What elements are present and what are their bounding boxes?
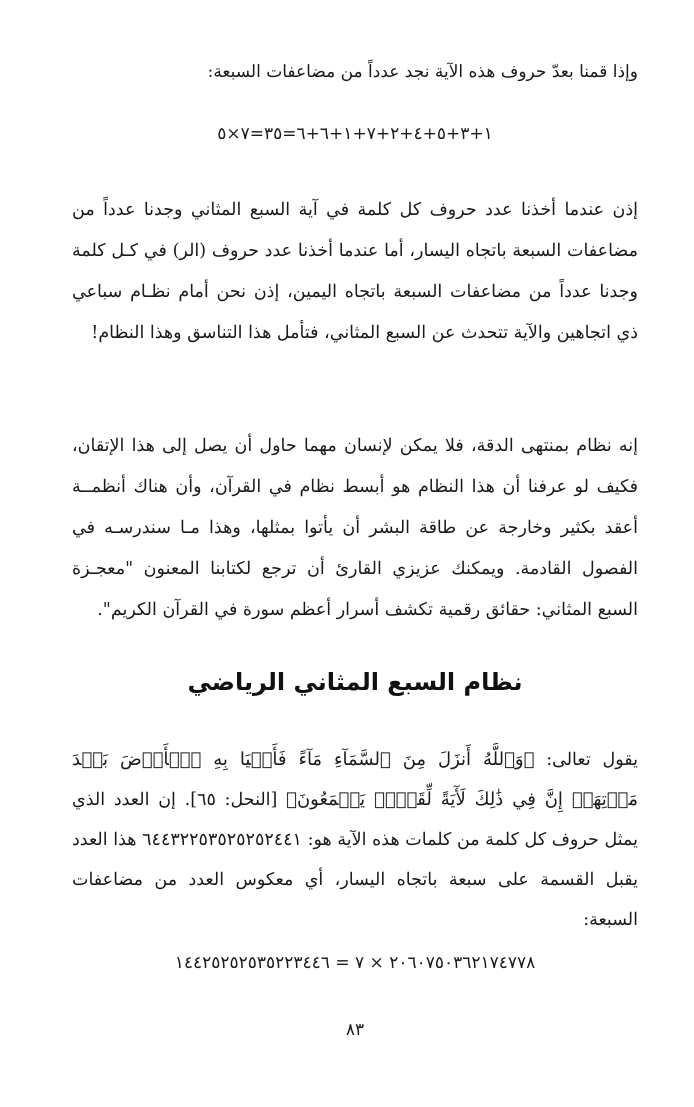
verse-explanation: [النحل: ٦٥]. إن العدد الذي يمثل حروف كل كلمة من كلمات هذه الآية هو: ٦٤٤٣٢٢٥٣٥٢٥٢٥٢٤٤١ هذا العدد يقبل القسمة على سبعة باتجاه اليسار، أي معكوس العدد من مضاعفات السبعة: (72, 790, 638, 930)
page-number: ٨٣ (345, 1020, 365, 1040)
division-result-line: ٢٠٦٠٧٥٠٣٦٢١٧٤٧٧٨ × ٧ = ١٤٤٢٥٢٥٢٥٣٥٢٢٣٤٤٦ (174, 953, 536, 973)
section-title: نظام السبع المثاني الرياضي (187, 668, 523, 696)
intro-line: وإذا قمنا بعدّ حروف هذه الآية نجد عدداً من مضاعفات السبعة: (207, 62, 638, 82)
quran-verse: ﴿وَٱللَّهُ أَنزَلَ مِنَ ٱلسَّمَآءِ مَآءً فَأَحۡيَا بِهِ ٱلۡأَرۡضَ بَعۡدَ مَوۡتِهَآۚ إِنَّ فِي ذَٰلِكَ لَأٓيَةً لِّقَوۡمٖ يَسۡمَعُونَ﴾ (72, 749, 639, 810)
verse-lead: يقول تعالى: (534, 750, 638, 770)
paragraph-directions: إذن عندما أخذنا عدد حروف كل كلمة في آية السبع المثاني وجدنا عدداً من مضاعفات السبعة باتجاه اليسار، أما عندما أخذنا عدد حروف (الر) في كـل كلمة وجدنا عدداً من مضاعفات السبعة باتجاه اليمين، إذن نحن أمام نظـام سباعي ذي اتجاهين والآية تتحدث عن السبع المثاني، فتأمل هذا التناسق وهذا النظام! (72, 200, 638, 343)
letter-count-equation: ١+٣+٥+٤+٢+٧+١+٦+٦=٣٥=٧×٥ (217, 124, 493, 144)
book-page (72, 0, 638, 1107)
paragraph-precision: إنه نظام بمنتهى الدقة، فلا يمكن لإنسان مهما حاول أن يصل إلى هذا الإتقان، فكيف لو عرفنا أن هذا النظام هو أبسط نظام في القرآن، وأن هناك أنظمــة أعقد بكثير وخارجة عن طاقة البشر أن يأتوا بمثلها، وهذا مـا سندرسـه في الفصول القادمة. ويمكنك عزيزي القارئ أن ترجع لكتابنا المعنون "معجـزة السبع المثاني: حقائق رقمية تكشف أسرار أعظم سورة في القرآن الكريم". (72, 436, 638, 620)
paragraph-verse (72, 740, 638, 940)
